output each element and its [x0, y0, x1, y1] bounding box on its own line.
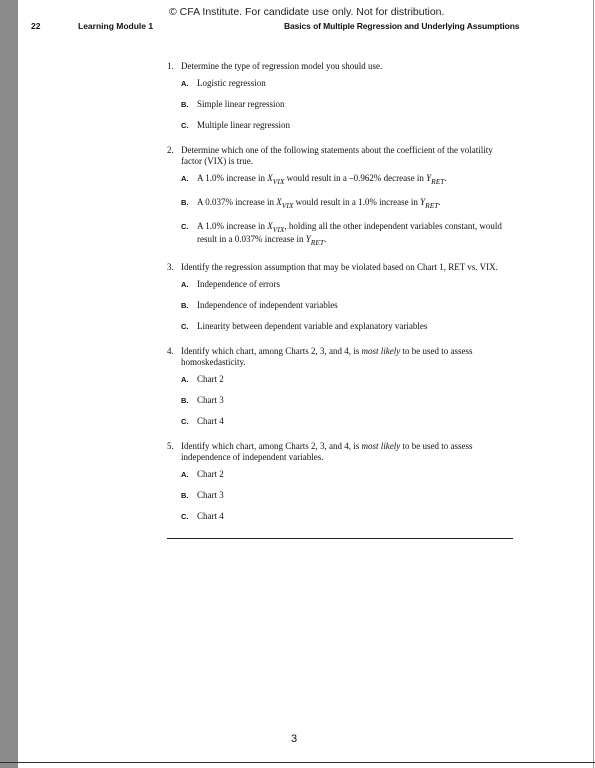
- question-stem: [167, 441, 513, 463]
- question-stem: [167, 145, 513, 167]
- option-text: Multiple linear regression: [197, 120, 290, 130]
- option-c: [181, 321, 513, 332]
- option-b: [181, 395, 513, 406]
- option-letter: A.: [181, 375, 189, 385]
- option-text: A 1.0% increase in $X_{VIX}$, holding all the other independent variables constant, would result in a 0.037% increase in $Y_{RET}$.: [197, 220, 502, 248]
- option-letter: C.: [181, 512, 189, 522]
- option-letter: B.: [181, 491, 189, 501]
- page-bottom-border: [0, 762, 595, 763]
- option-letter: A.: [181, 280, 189, 290]
- question-text: Identify which chart, among Charts 2, 3, and 4, is most likely to be used to assess independence of independent variables.: [181, 441, 473, 463]
- section-title: Basics of Multiple Regression and Underlying Assumptions: [284, 21, 520, 31]
- option-text: Independence of independent variables: [197, 300, 338, 311]
- question-5: [167, 441, 513, 522]
- option-letter: B.: [181, 100, 189, 109]
- question-4: [167, 346, 513, 427]
- option-a: [181, 279, 513, 290]
- option-letter: C.: [181, 221, 189, 231]
- option-letter: B.: [181, 301, 189, 311]
- option-c: [181, 511, 513, 522]
- question-number: 1.: [167, 61, 174, 71]
- question-number: 4.: [167, 346, 174, 357]
- distribution-notice: © CFA Institute. For candidate use only. Not for distribution.: [169, 6, 445, 18]
- option-letter: A.: [181, 470, 189, 480]
- option-letter: B.: [181, 197, 189, 207]
- option-text: Chart 2: [197, 469, 224, 480]
- question-stem: [167, 262, 513, 273]
- question-3: [167, 262, 513, 332]
- question-number: 5.: [167, 441, 174, 452]
- question-text: Determine the type of regression model you should use.: [181, 61, 383, 71]
- option-letter: B.: [181, 396, 189, 406]
- question-number: 2.: [167, 145, 174, 155]
- option-a: [181, 78, 513, 89]
- question-stem: [167, 61, 513, 72]
- option-text: Chart 2: [197, 374, 224, 385]
- option-letter: C.: [181, 121, 189, 130]
- option-c: [181, 416, 513, 427]
- option-text: Simple linear regression: [197, 99, 285, 109]
- question-number: 3.: [167, 262, 174, 273]
- option-a: [181, 374, 513, 385]
- option-text: Logistic regression: [197, 78, 266, 88]
- section-end-rule: [167, 538, 513, 539]
- module-label: Learning Module 1: [78, 21, 154, 31]
- option-letter: C.: [181, 417, 189, 427]
- question-text: Identify which chart, among Charts 2, 3, and 4, is most likely to be used to assess homoskedasticity.: [181, 346, 473, 368]
- option-letter: C.: [181, 322, 189, 332]
- question-text: Determine which one of the following statements about the coefficient of the volatility factor (VIX) is true.: [181, 145, 493, 166]
- option-text: Chart 3: [197, 490, 224, 501]
- option-text: Independence of errors: [197, 279, 280, 290]
- option-text: Chart 3: [197, 395, 224, 406]
- question-2: [167, 145, 513, 248]
- question-text: Identify the regression assumption that may be violated based on Chart 1, RET vs. VIX.: [181, 262, 498, 273]
- option-text: A 0.037% increase in $X_{VIX}$ would result in a 1.0% increase in $Y_{RET}$.: [197, 196, 441, 210]
- option-c: [181, 120, 513, 131]
- footer-page-number: 3: [291, 733, 298, 745]
- option-c: [181, 221, 513, 249]
- question-stem: [167, 346, 513, 368]
- question-1: [167, 61, 513, 131]
- page-right-border: [593, 0, 594, 768]
- option-text: Linearity between dependent variable and explanatory variables: [197, 321, 428, 332]
- option-text: A 1.0% increase in $X_{VIX}$ would result in a –0.962% decrease in $Y_{RET}$.: [197, 173, 447, 186]
- option-b: [181, 300, 513, 311]
- option-b: [181, 99, 513, 110]
- option-b: [181, 197, 513, 211]
- option-text: Chart 4: [197, 511, 224, 522]
- option-a: [181, 173, 513, 187]
- page-number: 22: [31, 21, 41, 31]
- question-list: [167, 61, 513, 536]
- option-text: Chart 4: [197, 416, 224, 427]
- page-side-band: [0, 0, 18, 768]
- option-letter: A.: [181, 174, 189, 183]
- option-b: [181, 490, 513, 501]
- option-a: [181, 469, 513, 480]
- option-letter: A.: [181, 79, 189, 88]
